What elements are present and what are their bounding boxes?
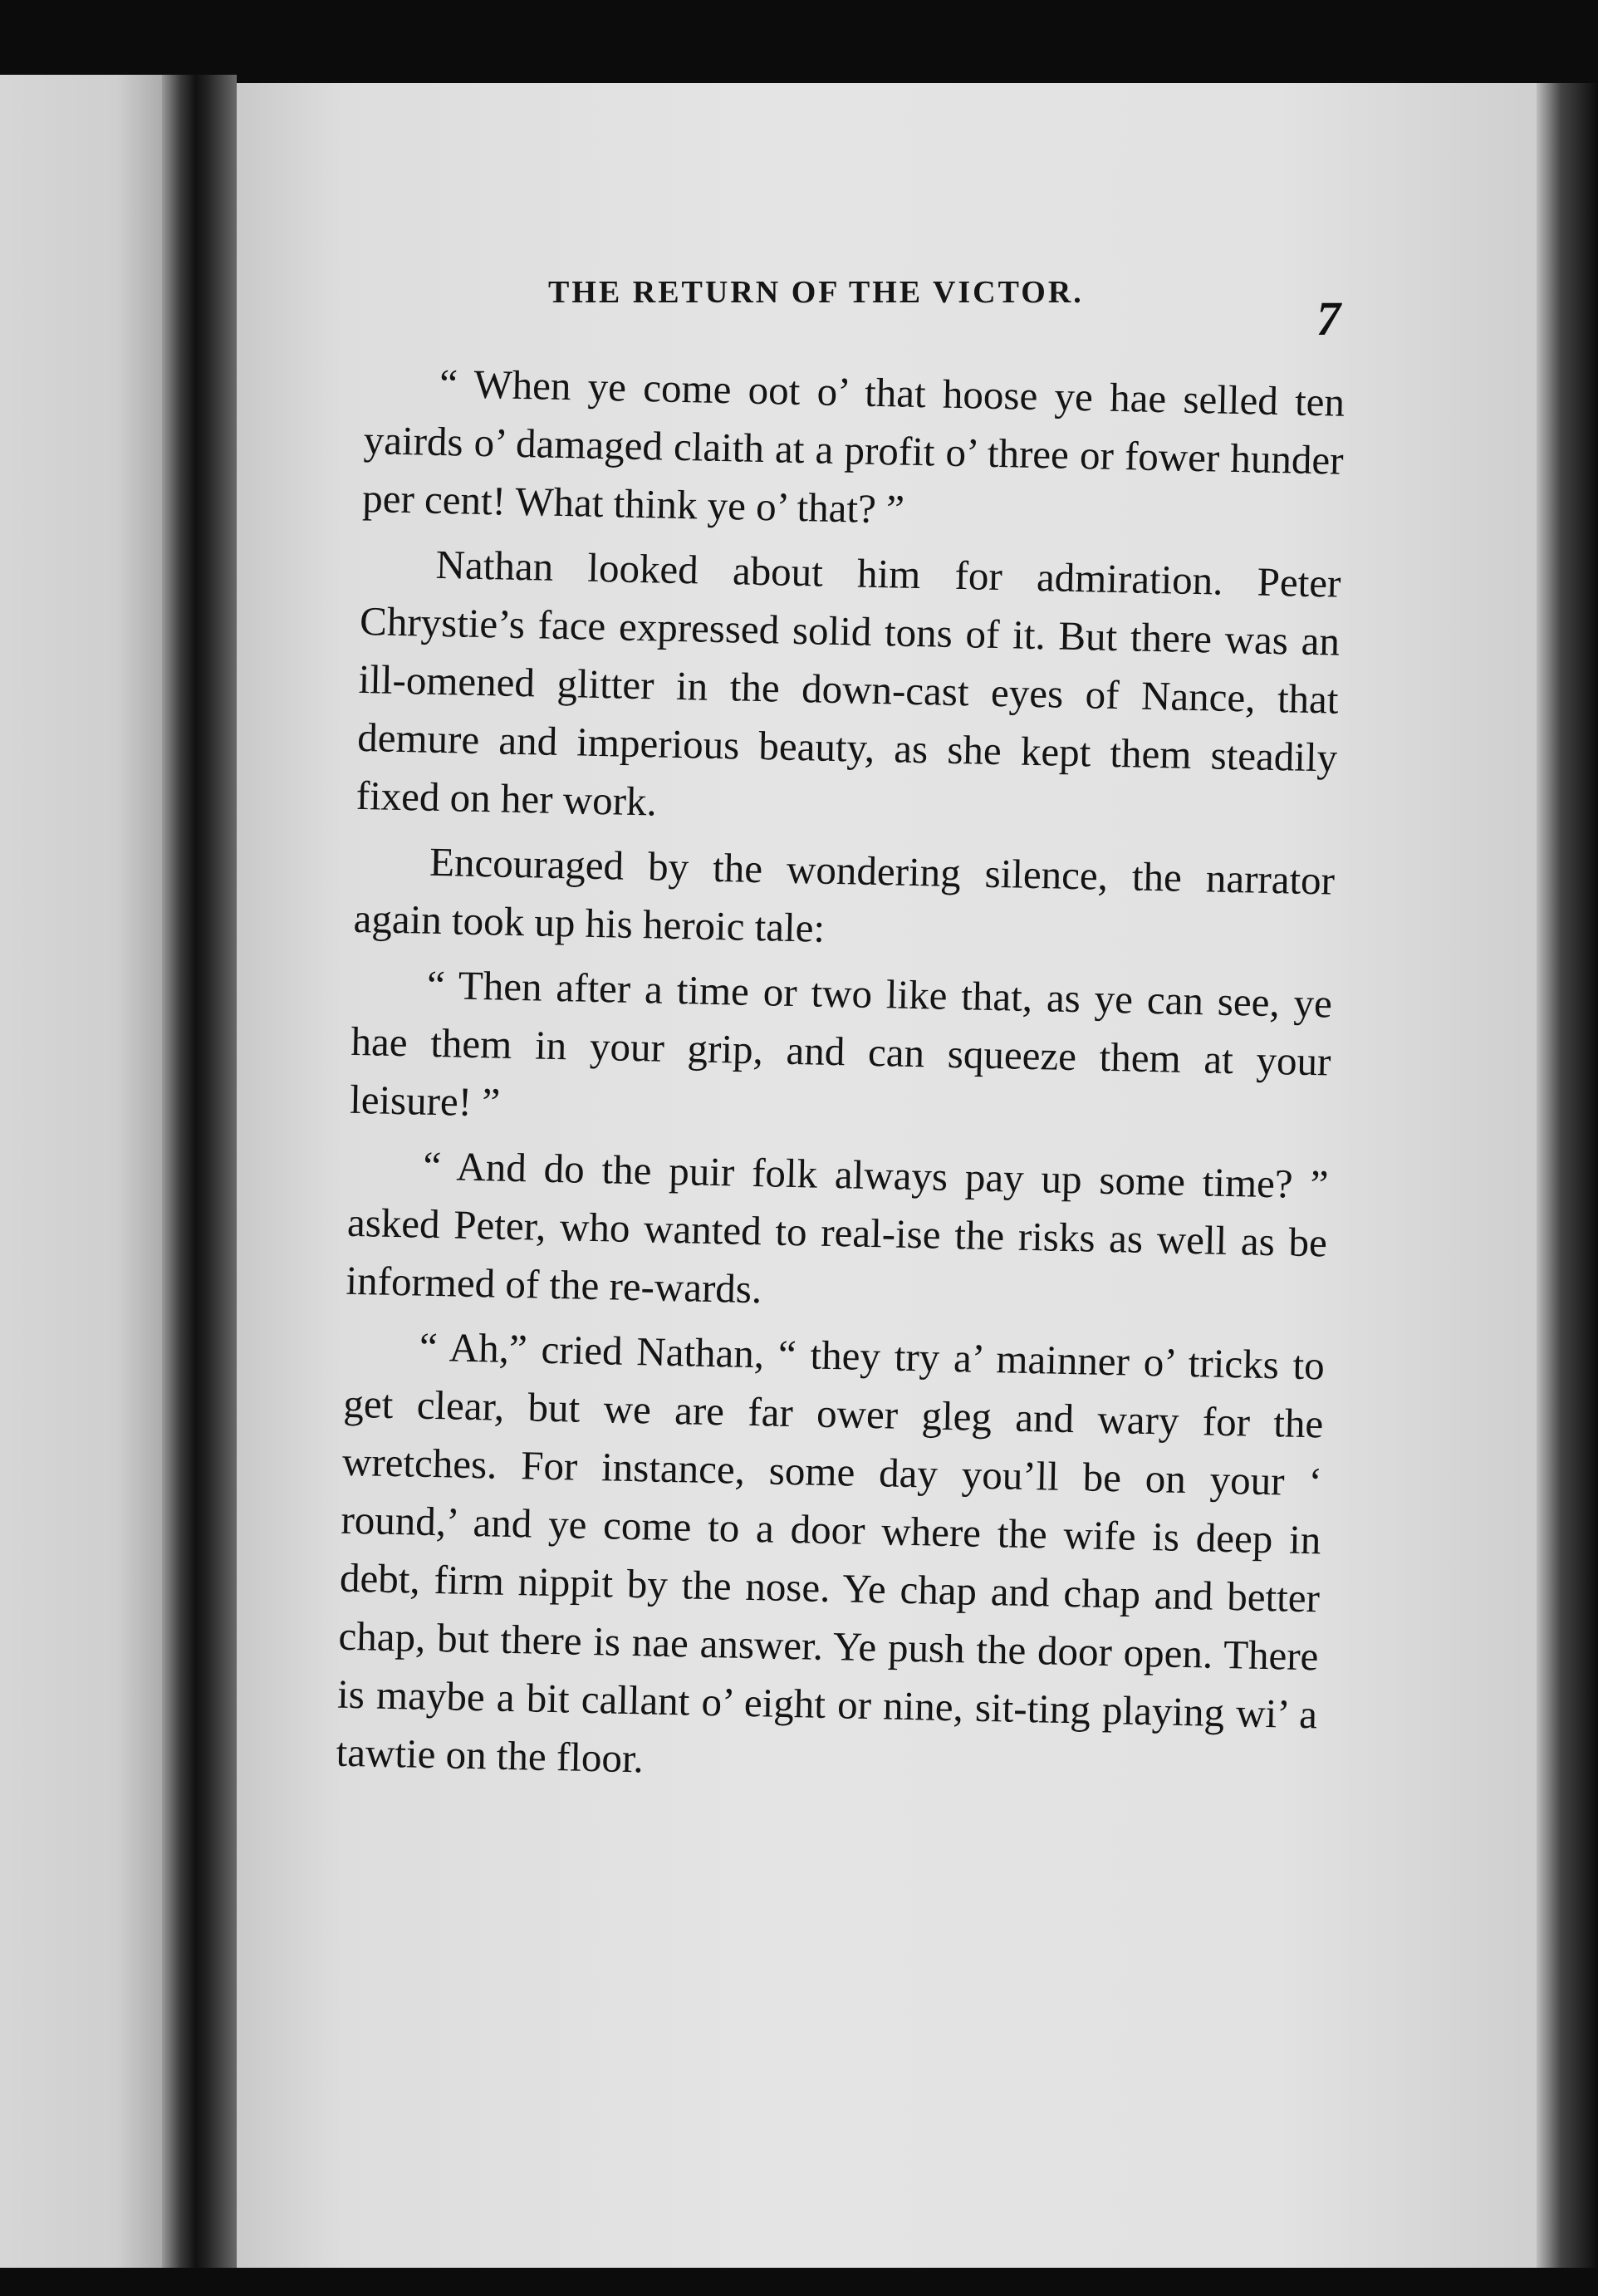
- facing-page-edge: [0, 75, 166, 2268]
- body-text: [336, 353, 1346, 1808]
- paragraph: “ Ah,” cried Nathan, “ they try a’ mainner o’ tricks to get clear, but we are far ower gleg and wary for the wretches. For instance, some day you’ll be on your ‘ round,’ and ye come to a door where the wife is deep in debt, firm nippit by the nose. Ye chap and chap and better chap, but there is nae answer. Ye push the door open. There is maybe a bit callant o’ eight or nine, sit-ting playing wi’ a tawtie on the floor.: [336, 1323, 1326, 1782]
- page-edge-shadow: [1537, 83, 1598, 2268]
- paragraph: Encouraged by the wondering silence, the narrator again took up his heroic tale:: [353, 838, 1336, 951]
- running-head: THE RETURN OF THE VICTOR.: [548, 275, 1084, 310]
- page-number: 7: [1316, 292, 1341, 346]
- paragraph: “ Then after a time or two like that, as ye can see, ye hae them in your grip, and can squeeze them at your leisure! ”: [349, 961, 1333, 1126]
- paragraph: “ When ye come oot o’ that hoose ye hae selled ten yairds o’ damaged claith at a profit o’ three or fower hunder per cent! What think ye o’ that? ”: [361, 360, 1346, 532]
- paragraph: “ And do the puir folk always pay up some time? ” asked Peter, who wanted to real-ise the risks as well as be informed of the re-wards.: [346, 1142, 1329, 1312]
- book-gutter: [162, 75, 237, 2268]
- paragraph: Nathan looked about him for admiration. Peter Chrystie’s face expressed solid tons of it. But there was an ill-omened glitter in the down-cast eyes of Nance, that demure and imperious beauty, as she kept them steadily fixed on her work.: [355, 541, 1342, 825]
